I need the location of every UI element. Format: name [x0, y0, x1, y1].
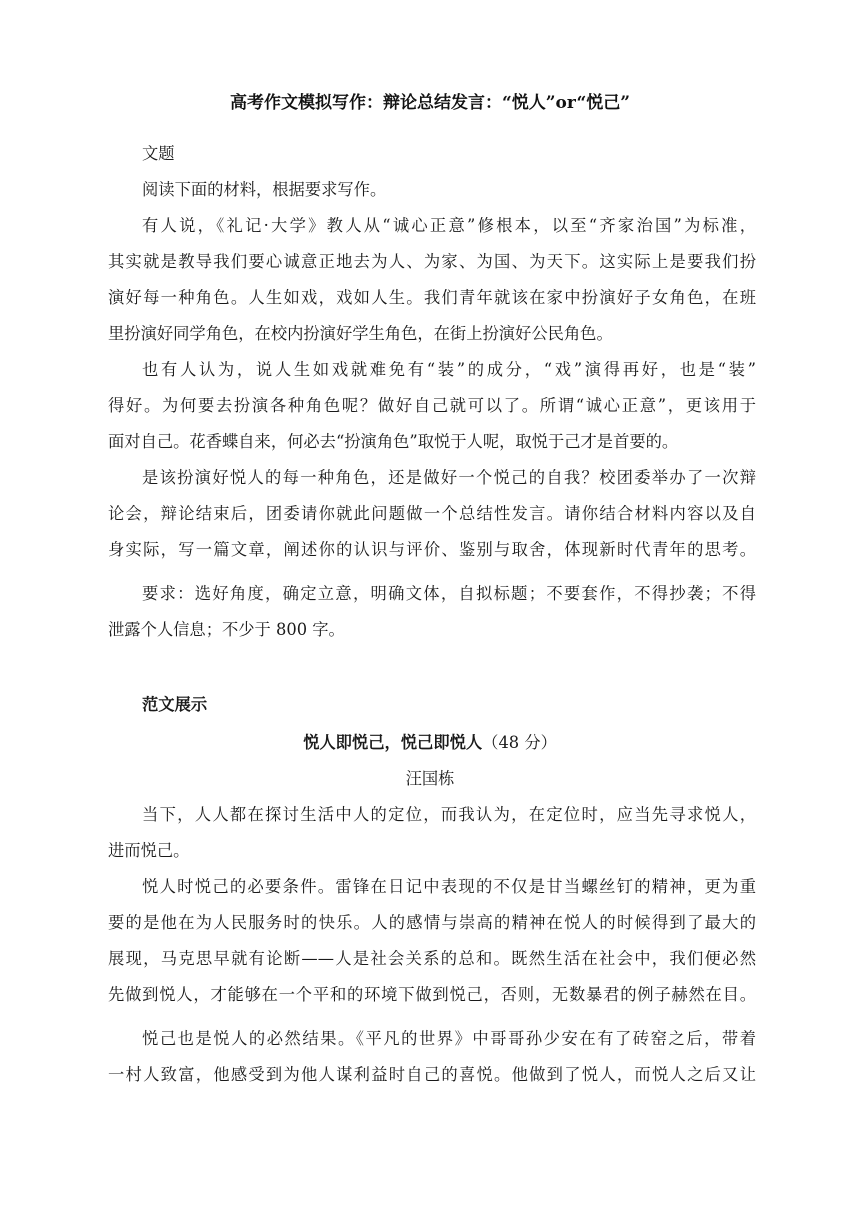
essay-line: 一村人致富，他感受到为他人谋利益时自己的喜悦。他做到了悦人，而悦人之后又让: [108, 1065, 756, 1084]
essay-title: 悦人即悦己，悦己即悦人: [303, 733, 483, 752]
prompt-line: 有人说，《礼记·大学》教人从“诚心正意”修根本，以至“齐家治国”为标准，: [142, 216, 756, 235]
prompt-line: 也有人认为，说人生如戏就难免有“装”的成分，“戏”演得再好，也是“装”: [142, 360, 756, 379]
prompt-line: 演好每一种角色。人生如戏，戏如人生。我们青年就该在家中扮演好子女角色，在班: [108, 288, 756, 307]
prompt-line: 其实就是教导我们要心诚意正地去为人、为家、为国、为天下。这实际上是要我们扮: [108, 252, 756, 271]
essay-line: 展现，马克思早就有论断——人是社会关系的总和。既然生活在社会中，我们便必然: [108, 949, 756, 968]
document-title: 高考作文模拟写作：辩论总结发言：“悦人”or“悦己”: [229, 93, 631, 113]
essay-title-row: [0, 731, 860, 755]
essay-line: 当下，人人都在探讨生活中人的定位，而我认为，在定位时，应当先寻求悦人，: [142, 805, 756, 824]
prompt-line: 身实际，写一篇文章，阐述你的认识与评价、鉴别与取舍，体现新时代青年的思考。: [108, 540, 756, 559]
essay-line: 先做到悦人，才能够在一个平和的环境下做到悦己，否则，无数暴君的例子赫然在目。: [108, 985, 756, 1004]
essay-line: 进而悦己。: [108, 841, 190, 860]
essay-line: 要的是他在为人民服务时的快乐。人的感情与崇高的精神在悦人的时候得到了最大的: [108, 913, 756, 932]
sample-heading: 范文展示: [142, 695, 208, 714]
prompt-heading: 文题: [142, 144, 175, 163]
prompt-line: 得好。为何要去扮演各种角色呢？做好自己就可以了。所谓“诚心正意”，更该用于: [108, 396, 756, 415]
essay-line: 悦己也是悦人的必然结果。《平凡的世界》中哥哥孙少安在有了砖窑之后，带着: [142, 1029, 756, 1048]
prompt-line: 泄露个人信息；不少于 800 字。: [108, 620, 345, 639]
prompt-line: 面对自己。花香蝶自来，何必去“扮演角色”取悦于人呢，取悦于己才是首要的。: [108, 432, 679, 451]
essay-line: 悦人时悦己的必要条件。雷锋在日记中表现的不仅是甘当螺丝钉的精神，更为重: [142, 877, 756, 896]
prompt-line: 要求：选好角度，确定立意，明确文体，自拟标题；不要套作，不得抄袭；不得: [142, 584, 756, 603]
essay-score: （48 分）: [482, 733, 557, 752]
prompt-line: 里扮演好同学角色，在校内扮演好学生角色，在街上扮演好公民角色。: [108, 324, 613, 343]
prompt-line: 是该扮演好悦人的每一种角色，还是做好一个悦己的自我？校团委举办了一次辩: [142, 468, 756, 487]
essay-author: 汪国栋: [405, 769, 455, 788]
prompt-line: 阅读下面的材料，根据要求写作。: [142, 180, 387, 199]
prompt-line: 论会，辩论结束后，团委请你就此问题做一个总结性发言。请你结合材料内容以及自: [108, 504, 756, 523]
